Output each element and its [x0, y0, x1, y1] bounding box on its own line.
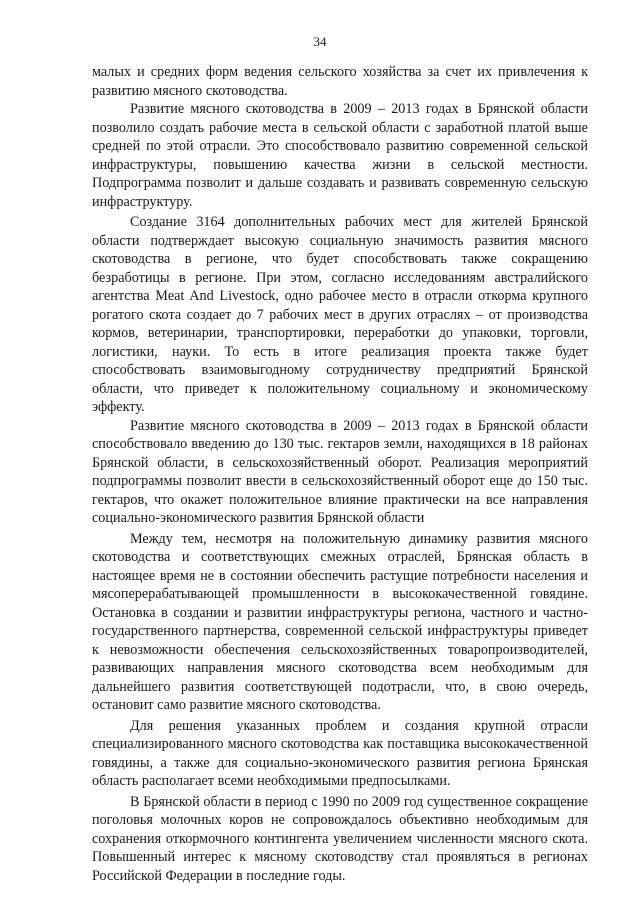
paragraph-7: В Брянской области в период с 1990 по 2009 год существенное сокращение поголовья молочных коров не сопровождалось объективно необходимым для сохранения откормочного контингента увеличением численности мясного скота. Повышенный интерес к мясному скотоводству стал проявляться в регионах Российской Федерации в последние годы.: [92, 793, 588, 884]
document-body: [92, 63, 588, 885]
paragraph-2: Развитие мясного скотоводства в 2009 – 2013 годах в Брянской области позволило создать рабочие места в сельской области с заработной платой выше средней по этой отрасли. Это способствовало развитию современной сельской инфраструктуры, повышению качества жизни в сельской местности. Подпрограмма позволит и дальше создавать и развивать современную сельскую инфраструктуру.: [92, 101, 588, 210]
paragraph-5: Между тем, несмотря на положительную динамику развития мясного скотоводства и соответствующих смежных отраслей, Брянская область в настоящее время не в состоянии обеспечить растущие потребности населения и мясоперерабатывающей промышленности в высококачественной говядине. Остановка в создании и развитии инфраструктуры региона, частного и частно-государственного партнерства, современной сельской инфраструктуры приведет к невозможности обеспечения сельскохозяйственных товаропроизводителей, развивающих направления мясного скотоводства всем необходимым для дальнейшего развития соответствующей подотрасли, что, в свою очередь, остановит само развитие мясного скотоводства.: [92, 530, 588, 713]
paragraph-6: Для решения указанных проблем и создания крупной отрасли специализированного мясного скотоводства как поставщика высококачественной говядины, а также для социально-экономического развития региона Брянская область располагает всеми необходимыми предпосылками.: [92, 717, 588, 789]
page-number: 34: [313, 34, 327, 49]
paragraph-3: Создание 3164 дополнительных рабочих мест для жителей Брянской области подтверждает высокую социальную значимость развития мясного скотоводства в регионе, что будет способствовать также сокращению безработицы в регионе. При этом, согласно исследованиям австралийского агентства Meat And Livestock, одно рабочее место в отрасли откорма крупного рогатого скота создает до 7 рабочих мест в других отраслях – от производства кормов, ветеринарии, транспортировки, переработки до упаковки, торговли, логистики, науки. То есть в итоге реализация проекта также будет способствовать взаимовыгодному сотрудничеству предприятий Брянской области, что приведет к положительному социальному и экономическому эффекту.: [92, 214, 588, 415]
paragraph-1: малых и средних форм ведения сельского хозяйства за счет их привлечения к развитию мясного скотоводства.: [92, 64, 588, 99]
paragraph-4: Развитие мясного скотоводства в 2009 – 2013 годах в Брянской области способствовало введению до 130 тыс. гектаров земли, находящихся в 18 районах Брянской области, в сельскохозяйственный оборот. Реализация мероприятий подпрограммы позволит ввести в сельскохозяйственный оборот еще до 150 тыс. гектаров, что окажет положительное влияние практически на все направления социально-экономического развития Брянской области: [92, 417, 588, 526]
